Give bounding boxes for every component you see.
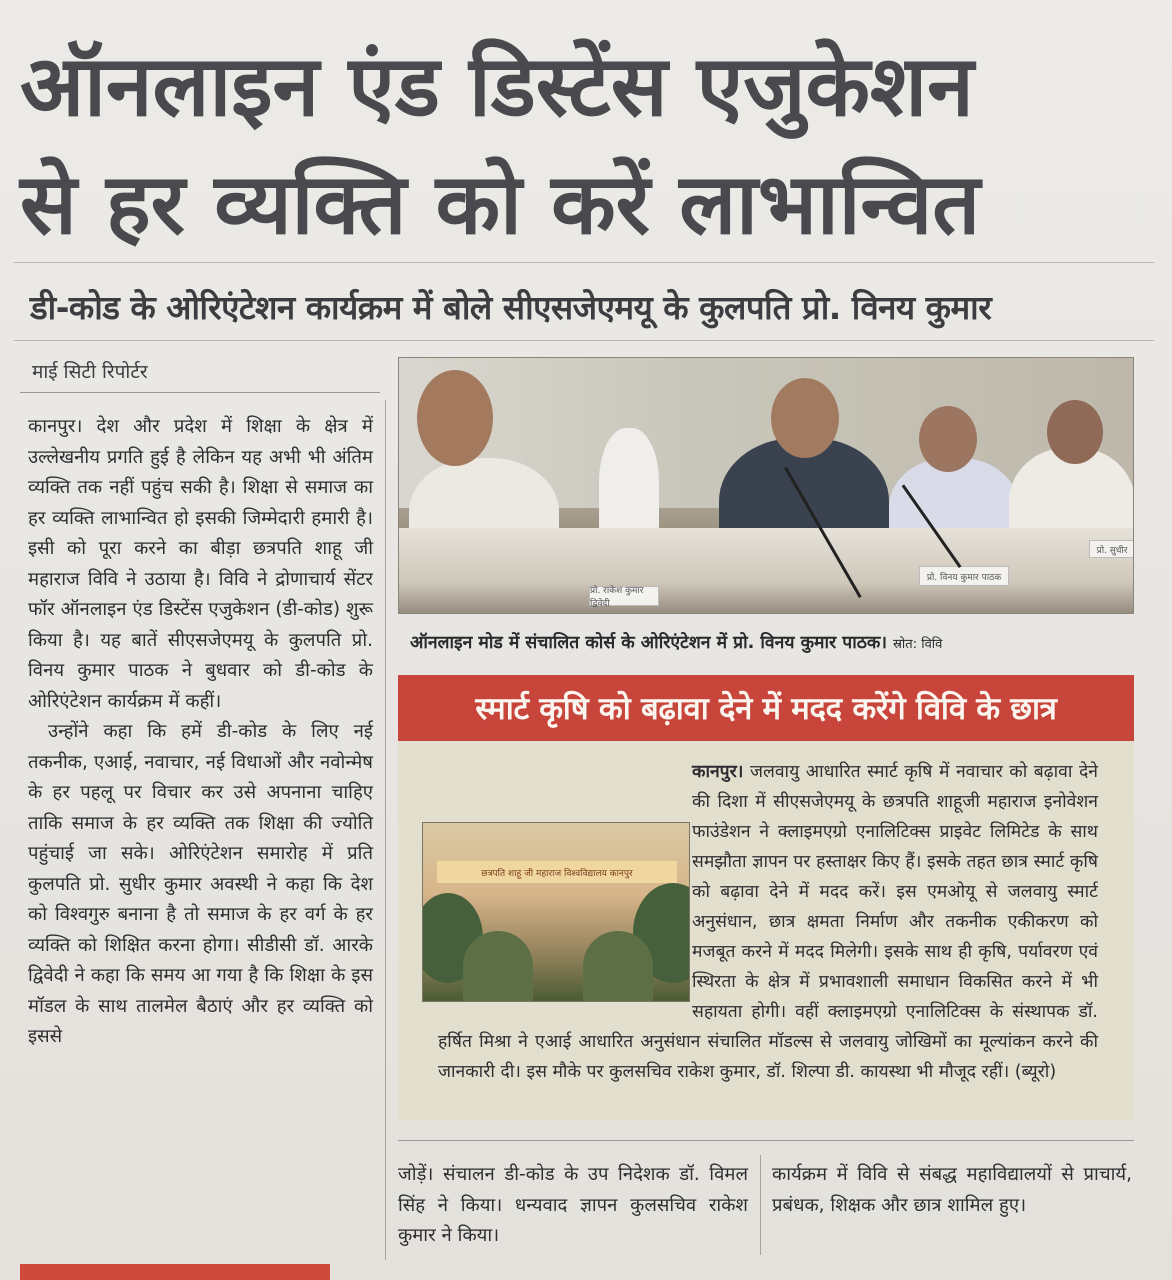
next-story-strip (20, 1264, 330, 1280)
box-story (398, 675, 1134, 1120)
person-speaker-head (771, 378, 839, 458)
nameplate-left: प्रो. राकेश कुमार द्विवेदी (589, 586, 659, 606)
box-story-title: स्मार्ट कृषि को बढ़ावा देने में मदद करेंगे विवि के छात्र (398, 675, 1134, 741)
main-story-continuation-right: कार्यक्रम में विवि से संबद्ध महाविद्यालयों से प्राचार्य, प्रबंधक, शिक्षक और छात्र शामिल हुए। (772, 1164, 1132, 1216)
subheadline: डी-कोड के ओरिएंटेशन कार्यक्रम में बोले सीएसजेएमयू के कुलपति प्रो. विनय कुमार (30, 288, 992, 327)
person-left-head (417, 370, 493, 466)
table (399, 528, 1134, 614)
divider (398, 1140, 1134, 1141)
photo-caption (410, 630, 1140, 654)
gate-sign: छत्रपति शाहू जी महाराज विश्वविद्यालय कानपुर (437, 861, 677, 883)
box-story-lead: कानपुर। (692, 762, 744, 782)
column-divider (385, 400, 386, 1260)
main-story-column (28, 412, 373, 1053)
caption-text: ऑनलाइन मोड में संचालित कोर्स के ओरिएंटेशन में प्रो. विनय कुमार पाठक। (410, 633, 887, 653)
nameplate-right: प्रो. सुधीर (1089, 540, 1134, 558)
nameplate-mid: प्रो. विनय कुमार पाठक (919, 566, 1009, 586)
box-story-text: जलवायु आधारित स्मार्ट कृषि में नवाचार को बढ़ावा देने की दिशा में सीएसजेएमयू के छत्रपति शाहूजी महाराज इनोवेशन फाउंडेशन ने क्लाइमएग्रो एनालिटिक्स प्राइवेट लिमिटेड के साथ समझौता ज्ञापन पर हस्ताक्षर किए हैं। इसके तहत छात्र स्मार्ट कृषि को बढ़ावा देने में मदद करें। इस एमओयू से जलवायु स्मार्ट अनुसंधान, छात्र क्षमता निर्माण और तकनीक एकीकरण को मजबूत करने में मदद मिलेगी। इसके साथ ही कृषि, पर्यावरण एवं स्थिरता के क्षेत्र में प्रभावशाली समाधान विकसित करने में भी सहायता होगी। वहीं क्लाइमएग्रो एनालिटिक्स के संस्थापक डॉ. हर्षित मिश्रा ने एआई आधारित अनुसंधान संचालित मॉडल्स से जलवायु जोखिमों का मूल्यांकन करने की जानकारी दी। इस मौके पर कुलसचिव राकेश कुमार, डॉ. शिल्पा डी. कायस्था भी मौजूद रहीं। (ब्यूरो) (438, 762, 1098, 1082)
byline-underline (20, 392, 380, 393)
main-story-paragraph-2: उन्होंने कहा कि हमें डी-कोड के लिए नई तकनीक, एआई, नवाचार, नई विधाओं और नवोन्मेष के हर पहलू पर विचार कर उसे अपनाना चाहिए ताकि समाज के हर व्यक्ति तक शिक्षा की ज्योति पहुंचाई जा सके। ओरिएंटेशन समारोह में प्रति कुलपति प्रो. सुधीर कुमार अवस्थी ने कहा कि देश को विश्वगुरु बनाना है तो समाज के हर वर्ग के हर व्यक्ति को शिक्षित करना होगा। सीडीसी डॉ. आरके द्विवेदी ने कहा कि समय आ गया है कि शिक्षा के इस मॉडल के साथ तालमेल बैठाएं और हर व्यक्ति को इससे (28, 721, 373, 1047)
divider (14, 262, 1154, 263)
main-story-paragraph-1: कानपुर। देश और प्रदेश में शिक्षा के क्षेत्र में उल्लेखनीय प्रगति हुई है लेकिन यह अभी भी अंतिम व्यक्ति तक नहीं पहुंच सकी है। शिक्षा से समाज का हर व्यक्ति लाभान्वित हो इसकी जिम्मेदारी हमारी है। इसी को पूरा करने का बीड़ा छत्रपति शाहू जी महाराज विवि ने उठाया है। विवि ने द्रोणाचार्य सेंटर फॉर ऑनलाइन एंड डिस्टेंस एजुकेशन (डी-कोड) शुरू किया है। यह बातें सीएसजेएमयू के कुलपति प्रो. विनय कुमार पाठक ने बुधवार को डी-कोड के ओरिएंटेशन कार्यक्रम में कहीं। (28, 416, 373, 712)
event-photo (398, 357, 1134, 614)
box-story-body (438, 757, 1098, 1087)
column-divider (760, 1155, 761, 1255)
headline-line-1: ऑनलाइन एंड डिस्टेंस एजुकेशन (20, 37, 974, 135)
headline-line-2: से हर व्यक्ति को करें लाभान्वित (20, 155, 981, 253)
divider (14, 340, 1154, 341)
photo-credit: स्रोत: विवि (893, 637, 943, 652)
byline: माई सिटी रिपोर्टर (32, 361, 148, 383)
main-story-continuation-mid: जोड़ें। संचालन डी-कोड के उप निदेशक डॉ. विमल सिंह ने किया। धन्यवाद ज्ञापन कुलसचिव राकेश कुमार ने किया। (398, 1164, 748, 1246)
